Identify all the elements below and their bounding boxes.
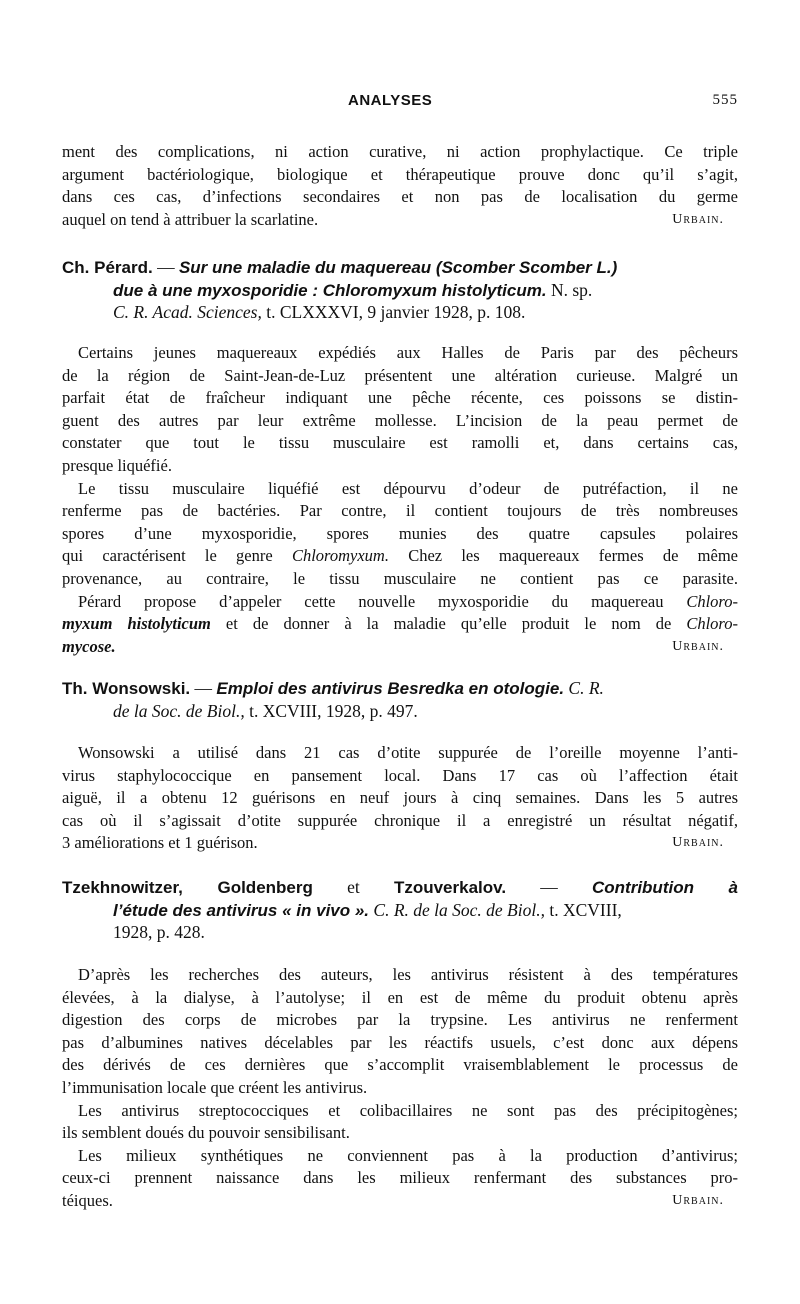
text-line [62,545,738,568]
text-line: ceux-ci prennent naissance dans les milieux renfermant des substances pro- [62,1168,738,1188]
text-line [62,832,738,855]
review-heading [62,256,738,324]
text-line: dans ces cas, d’infections secondaires et non pas de localisation du germe [62,187,738,207]
heading-line [62,899,738,922]
review-body [62,964,738,1213]
italic-segment: Chloro- [686,614,738,634]
heading-line [62,876,738,899]
text-segment: et [312,877,394,897]
text-line: D’après les recherches des auteurs, les antivirus résistent à des températures [78,965,738,984]
signature: Urbain. [672,211,724,227]
review-reference: t. XCVIII, 1928, p. 497. [244,700,418,721]
text-segment: N. sp. [546,279,593,300]
signature: Urbain. [672,1192,724,1208]
heading-line [62,256,738,279]
intro-paragraph [62,141,738,231]
review-author: Tzekhnowitzer, Goldenberg [62,878,313,897]
section-title: ANALYSES [348,92,433,109]
review-heading [62,876,738,944]
text-line: renferme pas de bactéries. Par contre, il contient toujours de très nombreuses [62,501,738,521]
text-line: pas d’albumines natives décelables par les réactifs usuels, c’est donc aux dépens [62,1032,738,1052]
text-line: Les antivirus streptococciques et colibacillaires ne sont pas des précipitogènes; [78,1100,738,1120]
text-line [62,209,738,232]
text-line: constater que tout le tissu musculaire est ramolli et, dans certains cas, [62,433,738,453]
text-line: Certains jeunes maquereaux expédiés aux Halles de Paris par des pêcheurs [78,343,738,362]
text-line [62,636,738,659]
signature: Urbain. [672,835,724,851]
running-header [62,92,738,112]
text-segment: Chez les maquereaux fermes de même [388,546,738,566]
text-segment: auquel on tend à attribuer la scarlatine. [62,209,319,229]
text-line: argument bactériologique, biologique et thérapeutique prouve donc qu’il s’agit, [62,164,738,184]
text-segment: Pérard propose d’appeler cette nouvelle myxosporidie du maquereau [78,591,687,611]
dash: — [506,877,592,897]
review-reference: t. CLXXXVI, 9 janvier 1928, p. 108. [261,302,526,323]
review-source: de la Soc. de Biol., [113,700,245,721]
heading-line [62,677,738,700]
text-line: Wonsowski a utilisé dans 21 cas d’otite suppurée de l’oreille moyenne l’anti- [78,743,738,762]
text-line: presque liquéfié. [62,455,172,475]
dash: — [190,678,217,698]
heading-line [62,921,738,944]
review-author: Ch. Pérard. [62,258,153,277]
italic-segment: Chloro- [686,591,738,611]
review-reference: 1928, p. 428. [113,922,205,943]
text-segment: 3 améliorations et 1 guérison. [62,833,258,853]
text-segment: et de donner à la maladie qu’elle produit le nom de [210,614,687,634]
review-heading [62,677,738,722]
italic-segment: Chloromyxum. [291,546,389,566]
text-line: provenance, au contraire, le tissu musculaire ne contient pas ce parasite. [62,568,738,588]
review-author: Th. Wonsowski. [62,679,191,698]
heading-line [62,301,738,324]
text-line: virus staphylococcique en pansement local. Dans 17 cas où l’affection était [62,765,738,785]
text-line [62,1190,738,1213]
review-source: C. R. [564,678,604,698]
review-title: Emploi des antivirus Besredka en otologie. [216,679,565,698]
text-line [62,591,738,614]
text-line: ment des complications, ni action curative, ni action prophylactique. Ce triple [62,142,738,161]
review-title: l’étude des antivirus « in vivo ». [113,900,370,920]
heading-line [62,700,738,723]
review-body [62,342,738,658]
text-segment: qui caractérisent le genre [62,546,292,566]
text-line: des dérivés de ces dernières que s’accomplit vraisemblablement le processus de [62,1055,738,1075]
review-title: Contribution à [592,878,738,897]
text-line: de la région de Saint-Jean-de-Luz présentent une altération curieuse. Malgré un [62,365,738,385]
dash: — [152,257,179,277]
review-author: Tzouverkalov. [393,878,507,897]
text-line: élevées, à la dialyse, à l’autolyse; il en est de même du produit obtenu après [62,987,738,1007]
italic-segment: mycose. [62,636,116,656]
text-line: l’immunisation locale que créent les antivirus. [62,1077,368,1097]
review-title: Sur une maladie du maquereau (Scomber Scomber L.) [178,258,618,277]
page-number: 555 [712,92,738,108]
review-source: C. R. de la Soc. de Biol., [369,899,545,920]
review-source: C. R. Acad. Sciences, [113,302,262,323]
text-line: aiguë, il a obtenu 12 guérisons en neuf jours à cinq semaines. Dans les 5 autres [62,788,738,808]
text-line: parfait état de fraîcheur indiquant une pêche récente, ces poissons se distin- [62,388,738,408]
italic-segment: myxum histolyticum [62,614,211,634]
text-line: ils semblent doués du pouvoir sensibilisant. [62,1123,350,1143]
text-line: Le tissu musculaire liquéfié est dépourvu d’odeur de putréfaction, il ne [78,478,738,498]
text-line [62,613,738,636]
heading-line [62,279,738,302]
text-line: digestion des corps de microbes par la trypsine. Les antivirus ne renferment [62,1010,738,1030]
review-title: due à une myxosporidie : Chloromyxum histolyticum. [113,280,547,300]
review-body [62,742,738,855]
text-line: Les milieux synthétiques ne conviennent pas à la production d’antivirus; [78,1145,738,1165]
text-line: spores d’une myxosporidie, spores munies des quatre capsules polaires [62,523,738,543]
signature: Urbain. [672,638,724,654]
review-reference: t. XCVIII, [544,899,622,920]
text-segment: téiques. [62,1190,113,1210]
text-line: cas où il s’agissait d’otite suppurée chronique il a enregistré un résultat négatif, [62,810,738,830]
text-line: guent des autres par leur extrême mollesse. L’incision de la peau permet de [62,410,738,430]
